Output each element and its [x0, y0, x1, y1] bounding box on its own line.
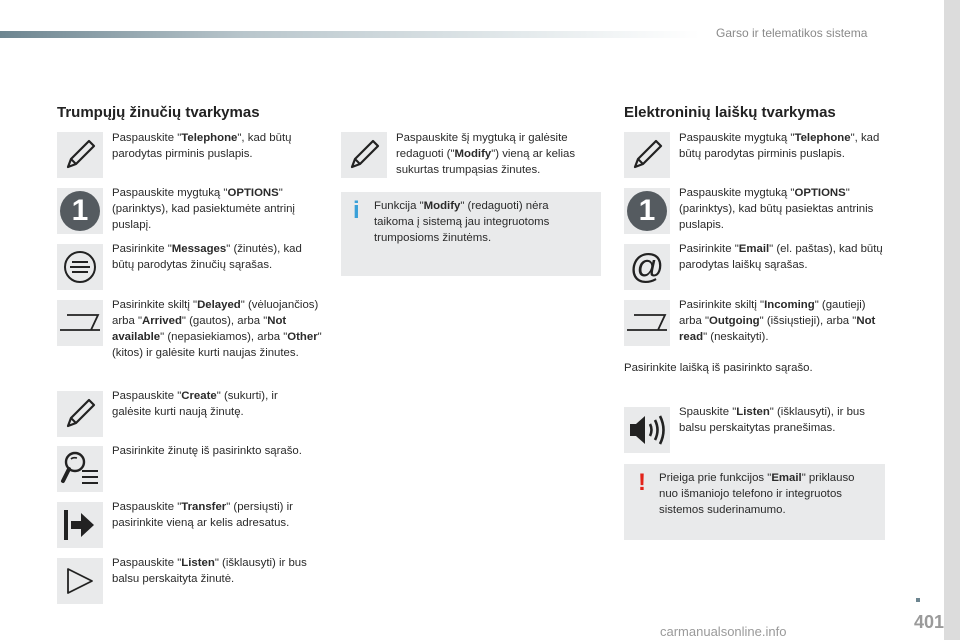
- left-step-2-number-box: [57, 188, 103, 234]
- warning-note-text: Prieiga prie funkcijos "Email" priklauso nuo išmaniojo telefono ir integruotos sistemos suderinamumo.: [659, 472, 855, 516]
- step-number: 1: [627, 191, 667, 231]
- left-step-3-text: Pasirinkite "Messages" (žinutės), kad būtų parodytas žinučių sąrašas.: [112, 243, 302, 271]
- info-note-text: Funkcija "Modify" (redaguoti) nėra taikoma į sistemą jau integruotoms trumposioms žinutėms.: [374, 200, 550, 244]
- left-step-3-icon-box: [57, 244, 103, 290]
- right-step-1-text: Paspauskite mygtuką "Telephone", kad būtų parodytas pirminis puslapis.: [679, 132, 880, 160]
- info-icon: i: [353, 197, 360, 224]
- left-step-1-icon-box: [57, 132, 103, 178]
- search-list-icon: [60, 449, 100, 489]
- middle-step-text: Paspauskite šį mygtuką ir galėsite redaguoti ("Modify") vieną ar kelias sukurtas trumpąsias žinutes.: [396, 132, 576, 176]
- pencil-icon: [346, 137, 382, 173]
- left-step-7-icon-box: [57, 502, 103, 548]
- left-step-5-icon-box: [57, 391, 103, 437]
- right-plain-step-text: Pasirinkite laišką iš pasirinkto sąrašo.: [624, 362, 813, 374]
- watermark: carmanualsonline.info: [660, 624, 787, 639]
- page-edge-strip: [944, 0, 960, 640]
- transfer-arrow-icon: [61, 507, 99, 543]
- message-list-icon: [61, 249, 99, 285]
- page-number: 401: [914, 612, 945, 632]
- left-step-8-icon-box: [57, 558, 103, 604]
- right-listen-icon-box: [624, 407, 670, 453]
- at-sign-icon: [628, 248, 666, 286]
- tab-selector-icon: [625, 311, 669, 335]
- left-step-4-icon-box: [57, 300, 103, 346]
- step-number: 1: [60, 191, 100, 231]
- right-step-1-icon-box: [624, 132, 670, 178]
- info-note-box: [341, 192, 601, 276]
- tab-selector-icon: [58, 311, 102, 335]
- play-triangle-icon: [63, 564, 97, 598]
- svg-text:@: @: [629, 248, 665, 286]
- section-title-sms: Trumpųjų žinučių tvarkymas: [57, 104, 260, 121]
- left-step-6-text: Pasirinkite žinutę iš pasirinkto sąrašo.: [112, 445, 302, 457]
- speaker-icon: [627, 412, 667, 448]
- header-gradient-bar: [0, 31, 700, 38]
- left-step-7-text: Paspauskite "Transfer" (persiųsti) ir pasirinkite vieną ar kelis adresatus.: [112, 501, 293, 529]
- left-step-5-text: Paspauskite "Create" (sukurti), ir galėsite kurti naują žinutę.: [112, 390, 278, 418]
- right-step-3-icon-box: [624, 244, 670, 290]
- warning-icon: !: [638, 469, 646, 496]
- right-step-4-icon-box: [624, 300, 670, 346]
- running-title: Garso ir telematikos sistema: [716, 26, 868, 40]
- right-step-2-text: Paspauskite mygtuką "OPTIONS" (parinktys), kad būtų pasiektas antrinis puslapis.: [679, 187, 874, 231]
- left-step-6-icon-box: [57, 446, 103, 492]
- pencil-icon: [62, 137, 98, 173]
- middle-step-icon-box: [341, 132, 387, 178]
- section-title-email: Elektroninių laiškų tvarkymas: [624, 104, 836, 121]
- left-step-8-text: Paspauskite "Listen" (išklausyti) ir bus balsu perskaityta žinutė.: [112, 557, 307, 585]
- right-step-4-text: Pasirinkite skiltį "Incoming" (gautieji) arba "Outgoing" (išsiųstieji), arba "Not read" (neskaityti).: [679, 299, 876, 343]
- right-step-2-number-box: [624, 188, 670, 234]
- right-listen-text: Spauskite "Listen" (išklausyti), ir bus balsu perskaitytas pranešimas.: [679, 406, 865, 434]
- warning-note-box: [624, 464, 885, 540]
- pencil-icon: [62, 396, 98, 432]
- right-step-3-text: Pasirinkite "Email" (el. paštas), kad būtų parodytas laiškų sąrašas.: [679, 243, 883, 271]
- left-step-1-text: Paspauskite "Telephone", kad būtų parodytas pirminis puslapis.: [112, 132, 292, 160]
- left-step-4-text: Pasirinkite skiltį "Delayed" (vėluojančios) arba "Arrived" (gautos), arba "Not available" (nepasiekiamos), arba "Other" (kitos) ir galėsite kurti naujas žinutes.: [112, 299, 322, 359]
- pencil-icon: [629, 137, 665, 173]
- left-step-2-text: Paspauskite mygtuką "OPTIONS" (parinktys), kad pasiektumėte antrinį puslapį.: [112, 187, 295, 231]
- page-number-marker: [916, 598, 920, 602]
